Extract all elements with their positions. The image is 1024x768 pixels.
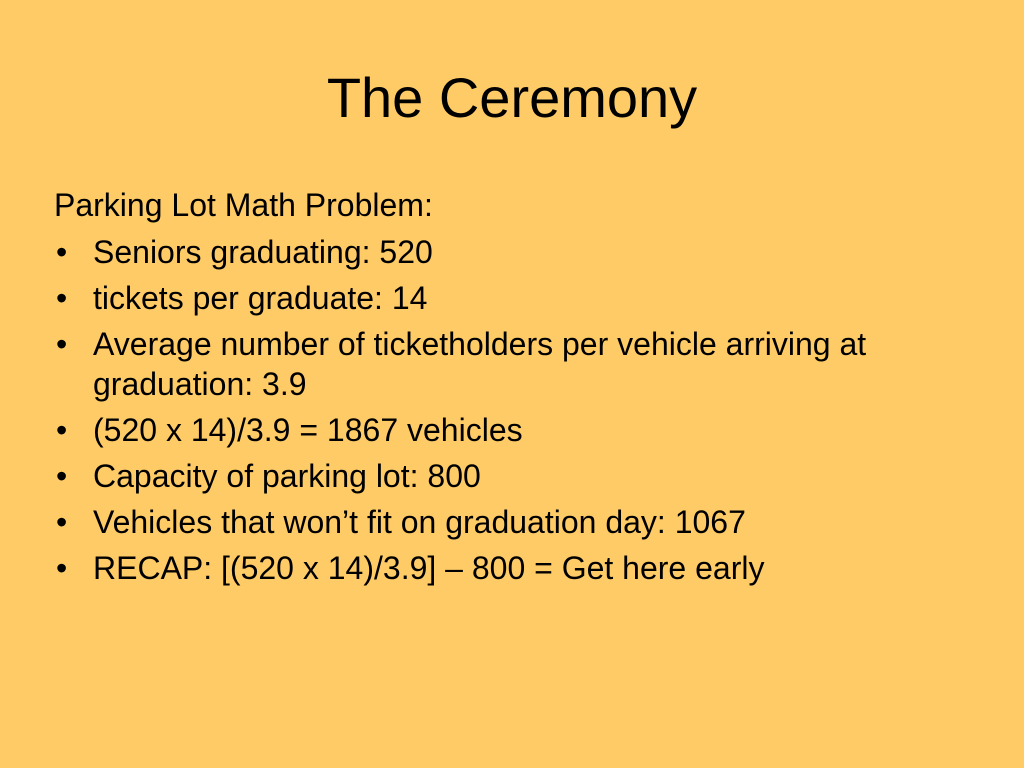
bullet-item-tickets bbox=[54, 278, 974, 318]
bullet-text: Capacity of parking lot: 800 bbox=[93, 458, 481, 494]
bullet-item-average bbox=[54, 324, 974, 404]
bullet-text: tickets per graduate: 14 bbox=[93, 280, 428, 316]
bullet-icon: • bbox=[56, 234, 68, 270]
bullet-item-recap bbox=[54, 548, 974, 588]
bullet-icon: • bbox=[56, 326, 68, 362]
bullet-text: RECAP: [(520 x 14)/3.9] – 800 = Get here early bbox=[93, 550, 765, 586]
bullet-text: Vehicles that won’t fit on graduation day: 1067 bbox=[93, 504, 746, 540]
slide-body bbox=[54, 182, 974, 594]
bullet-list bbox=[54, 232, 974, 588]
slide-title: The Ceremony bbox=[326, 66, 698, 129]
bullet-icon: • bbox=[56, 412, 68, 448]
intro-text: Parking Lot Math Problem: bbox=[54, 187, 433, 223]
bullet-item-overflow bbox=[54, 502, 974, 542]
bullet-text: Seniors graduating: 520 bbox=[93, 234, 433, 270]
bullet-item-seniors bbox=[54, 232, 974, 272]
bullet-icon: • bbox=[56, 504, 68, 540]
bullet-item-capacity bbox=[54, 456, 974, 496]
bullet-text: (520 x 14)/3.9 = 1867 vehicles bbox=[93, 412, 523, 448]
bullet-icon: • bbox=[56, 280, 68, 316]
bullet-icon: • bbox=[56, 458, 68, 494]
bullet-icon: • bbox=[56, 550, 68, 586]
bullet-item-calculation bbox=[54, 410, 974, 450]
bullet-text: Average number of ticketholders per vehicle arriving at graduation: 3.9 bbox=[93, 326, 867, 402]
